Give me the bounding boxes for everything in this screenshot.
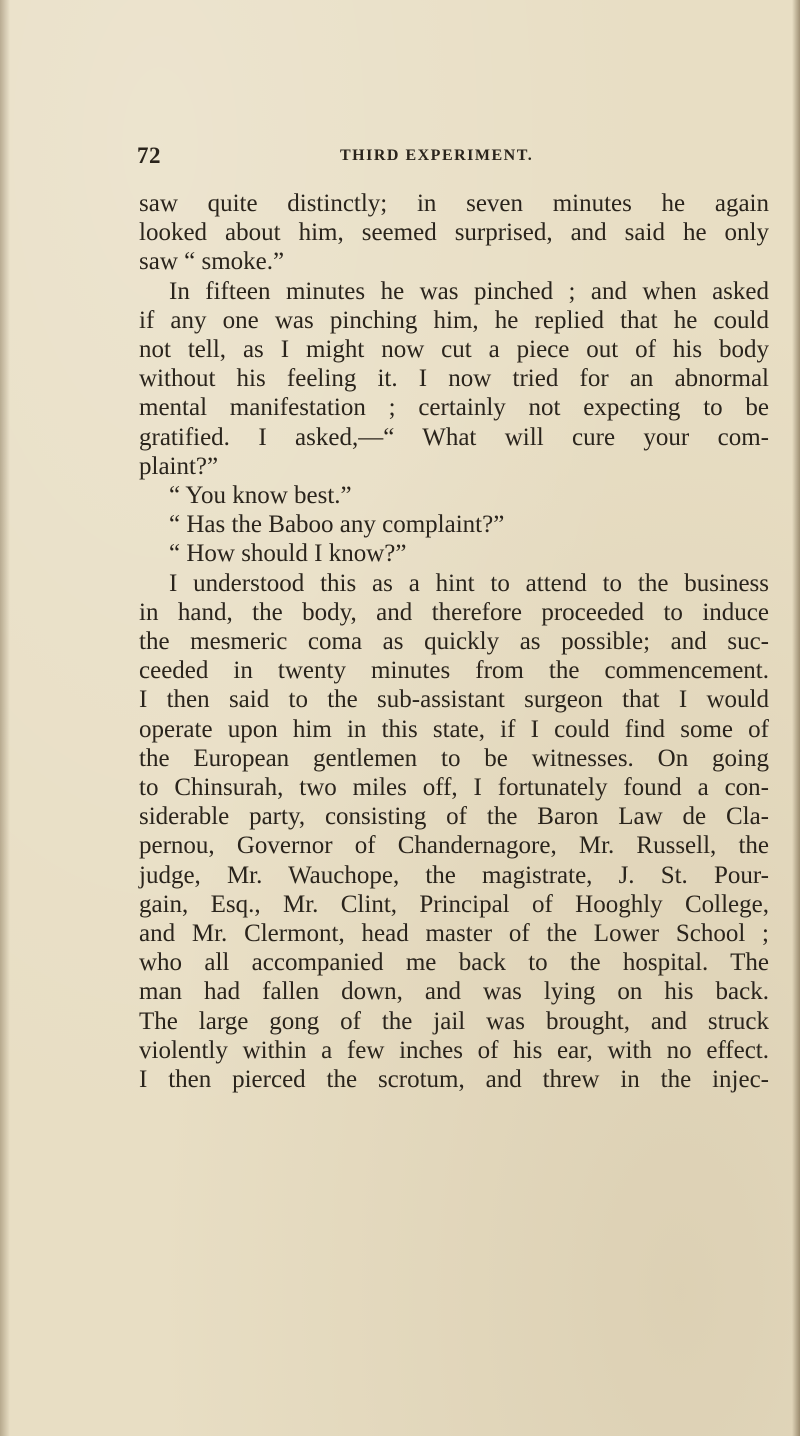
body-text	[139, 189, 769, 1094]
text-line: and Mr. Clermont, head master of the Lower School ;	[139, 920, 769, 948]
running-head: THIRD EXPERIMENT.	[340, 147, 534, 164]
text-line: I then said to the sub-assistant surgeon that I would	[139, 686, 769, 714]
page-gutter-shadow	[0, 0, 10, 1436]
text-line: gratified. I asked,—“ What will cure your com-	[139, 423, 769, 451]
text-line: In fifteen minutes he was pinched ; and when asked	[169, 277, 769, 305]
text-line: judge, Mr. Wauchope, the magistrate, J. St. Pour-	[139, 861, 769, 889]
text-line: the mesmeric coma as quickly as possible; and suc-	[139, 628, 769, 656]
text-line: I understood this as a hint to attend to the business	[169, 569, 769, 597]
text-line: gain, Esq., Mr. Clint, Principal of Hooghly College,	[139, 890, 769, 918]
text-line: violently within a few inches of his ear, with no effect.	[139, 1036, 769, 1064]
text-line: ceeded in twenty minutes from the commencement.	[139, 657, 769, 685]
text-line: pernou, Governor of Chandernagore, Mr. Russell, the	[139, 832, 769, 860]
text-line: saw “ smoke.”	[139, 248, 285, 276]
page-edge	[792, 0, 800, 1436]
text-line: plaint?”	[139, 452, 219, 480]
text-line: “ You know best.”	[169, 482, 352, 510]
text-line: I then pierced the scrotum, and threw in the injec-	[139, 1066, 769, 1094]
text-line: siderable party, consisting of the Baron Law de Cla-	[139, 803, 769, 831]
page-number: 72	[137, 143, 161, 168]
text-line: looked about him, seemed surprised, and said he only	[139, 219, 769, 247]
text-line: The large gong of the jail was brought, and struck	[139, 1007, 769, 1035]
text-line: man had fallen down, and was lying on his back.	[139, 978, 769, 1006]
text-line: in hand, the body, and therefore proceeded to induce	[139, 598, 769, 626]
text-line: operate upon him in this state, if I could find some of	[139, 715, 769, 743]
text-line: mental manifestation ; certainly not expecting to be	[139, 394, 769, 422]
text-line: not tell, as I might now cut a piece out of his body	[139, 336, 769, 364]
page-header	[137, 143, 767, 173]
text-line: without his feeling it. I now tried for an abnormal	[139, 365, 769, 393]
text-line: saw quite distinctly; in seven minutes he again	[139, 190, 769, 217]
text-line: the European gentlemen to be witnesses. On going	[139, 744, 769, 772]
text-line: “ Has the Baboo any complaint?”	[169, 511, 505, 539]
text-line: if any one was pinching him, he replied that he could	[139, 306, 769, 334]
text-line: who all accompanied me back to the hospital. The	[139, 949, 769, 977]
text-line: to Chinsurah, two miles off, I fortunately found a con-	[139, 774, 769, 802]
text-line: “ How should I know?”	[169, 540, 407, 568]
